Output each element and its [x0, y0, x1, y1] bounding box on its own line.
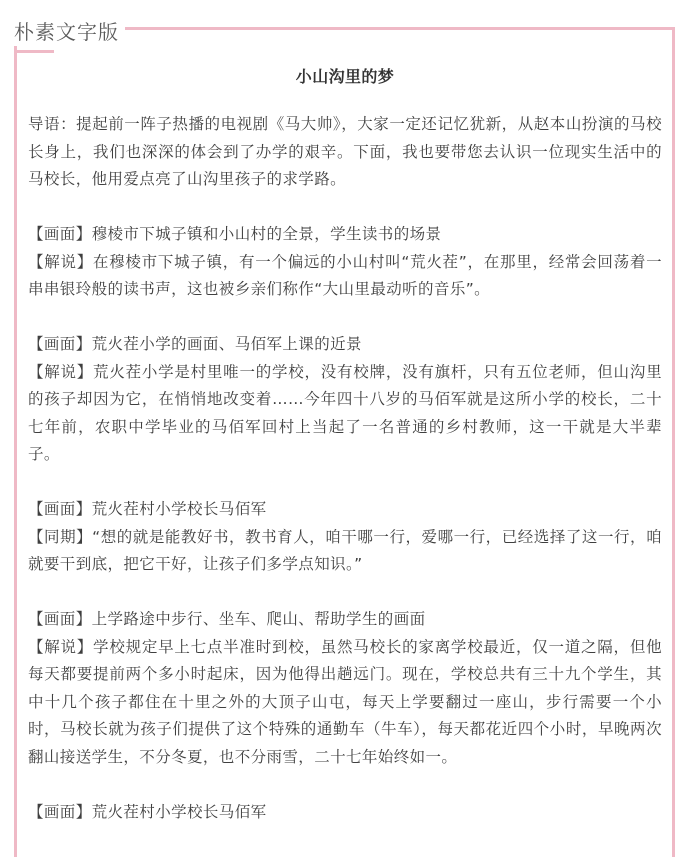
section-label: 朴素文字版: [10, 18, 125, 46]
narration-paragraph: 【解说】在穆棱市下城子镇，有一个偏远的小山村叫“荒火茬”，在那里，经常会回荡着一串串银玲般的读书声，这也被乡亲们称作“大山里最动听的音乐”。: [28, 252, 662, 298]
scene-line: 【画面】荒火茬村小学校长马佰军: [28, 500, 267, 518]
scene-line: 【画面】荒火茬村小学校长马佰军: [28, 802, 267, 821]
paragraph-spacer: [28, 771, 662, 799]
paragraph-spacer: [28, 579, 662, 607]
narration-paragraph: 【解说】学校规定早上七点半准时到校，虽然马校长的家离学校最近，仅一道之隔，但他每天都要提前两个多小时起床，因为他得出趟远门。现在，学校总共有三十九个学生，其中十几个孩子都住在十里之外的大顶子山屯，每天上学要翻过一座山，步行需要一个小时，马校长就为孩子们提供了这个特殊的通勤车（牛车），每天都花近四个小时，早晚两次翻山接送学生，不分冬夏，也不分雨雪，二十七年始终如一。: [28, 637, 662, 766]
article-title: 小山沟里的梦: [295, 67, 395, 86]
sync-quote-paragraph: 【同期】“想的就是能教好书，教书育人，咱干哪一行，爱哪一行，已经选择了这一行，咱就要干到底，把它干好，让孩子们多学点知识。”: [28, 527, 662, 573]
scene-line: 【画面】荒火茬小学的画面、马佰军上课的近景: [28, 335, 362, 353]
paragraph-spacer: [28, 469, 662, 497]
scene-line: 【画面】上学路途中步行、坐车、爬山、帮助学生的画面: [28, 610, 426, 628]
intro-paragraph: 导语：提起前一阵子热播的电视剧《马大帅》，大家一定还记忆犹新，从赵本山扮演的马校长身上，我们也深深的体会到了办学的艰辛。下面，我也要带您去认识一位现实生活中的马校长，他用爱点亮了山沟里孩子的求学路。: [28, 115, 662, 188]
paragraph-spacer: [28, 194, 662, 222]
paragraph-spacer: [28, 304, 662, 332]
section-label-underline: [14, 50, 54, 53]
narration-paragraph: 【解说】荒火茬小学是村里唯一的学校，没有校牌，没有旗杆，只有五位老师，但山沟里的孩子却因为它，在悄悄地改变着……今年四十八岁的马佰军就是这所小学的校长，二十七年前，农职中学毕业的马佰军回村上当起了一名普通的乡村教师，这一干就是大半辈子。: [28, 362, 662, 463]
article-body: [28, 62, 662, 826]
scene-line: 【画面】穆棱市下城子镇和小山村的全景，学生读书的场景: [28, 225, 442, 243]
